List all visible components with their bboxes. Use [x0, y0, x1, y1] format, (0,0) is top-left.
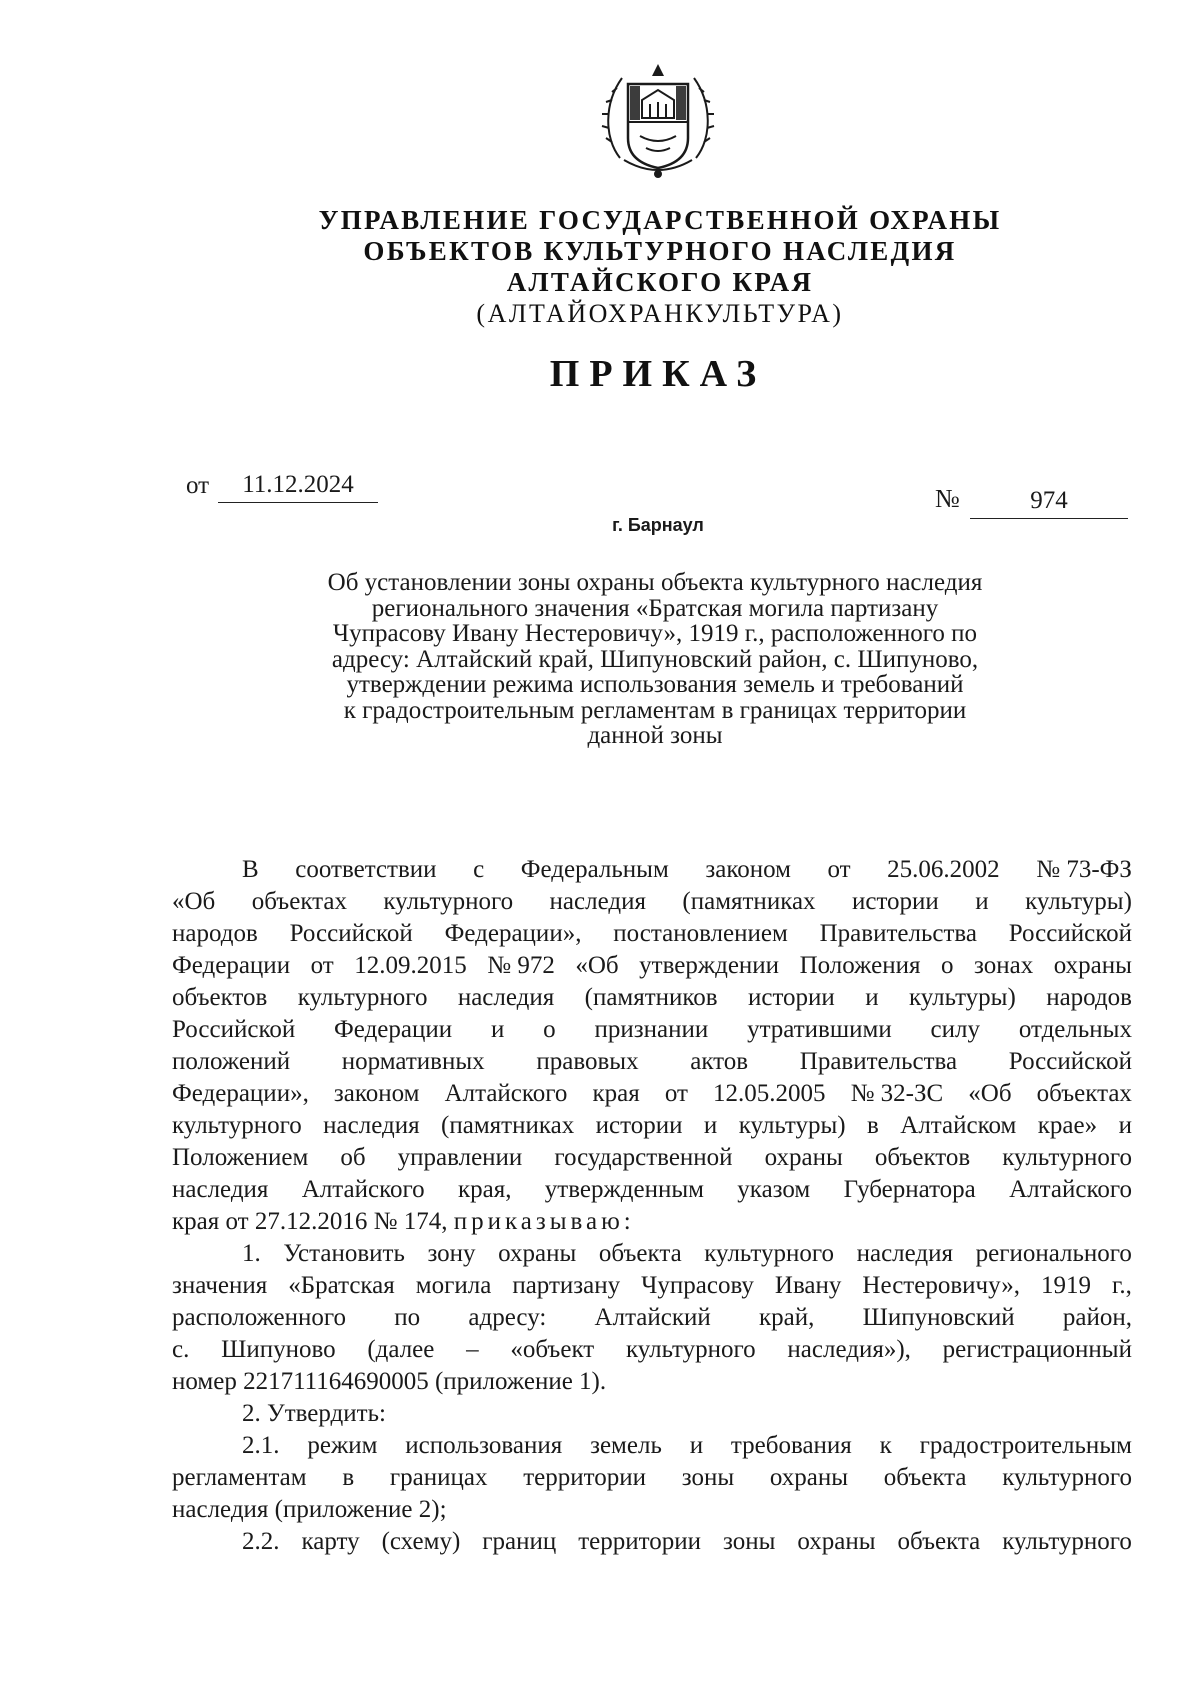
word: градостроительным: [919, 1432, 1132, 1459]
date-label: от: [186, 472, 210, 499]
word: края: [592, 1080, 640, 1107]
word: 12.09.2015: [354, 952, 467, 979]
word: могила: [415, 1272, 492, 1299]
word: утвержденным: [544, 1176, 704, 1203]
word: Алтайского: [444, 1080, 568, 1107]
word: края,: [457, 1176, 512, 1203]
word: Федерации»,: [172, 1080, 309, 1107]
word: и: [865, 984, 879, 1011]
word: и: [703, 1112, 718, 1139]
order-date: 11.12.2024: [218, 468, 378, 503]
word: «Об: [172, 888, 216, 915]
word: Алтайском: [900, 1112, 1017, 1139]
text-line: [172, 1046, 1132, 1078]
word: с.: [172, 1336, 190, 1363]
word: Алтайский: [594, 1304, 711, 1331]
word: объекта: [897, 1528, 981, 1555]
word: Российской: [1008, 920, 1132, 947]
word: (памятников: [584, 984, 718, 1011]
word: наследия: [172, 1176, 269, 1203]
word: о: [940, 952, 954, 979]
word: объектах: [251, 888, 347, 915]
word: силу: [930, 1016, 980, 1043]
word: культурного: [1002, 1528, 1132, 1555]
preamble-paragraph: [172, 854, 1132, 1238]
title-line: Чупрасову Ивану Нестеровичу», 1919 г., расположенного по: [332, 620, 978, 647]
word: и: [1118, 1112, 1132, 1139]
word: г.,: [1111, 1272, 1132, 1299]
word: культурного: [1002, 1464, 1132, 1491]
title-line: данной зоны: [587, 722, 723, 749]
word: наследия: [457, 984, 555, 1011]
word: народов: [172, 920, 258, 947]
title-line: Об установлении зоны охраны объекта культурного наследия: [327, 569, 983, 596]
word: Шипуновский: [862, 1304, 1015, 1331]
text-line: [172, 1014, 1132, 1046]
word: культурного: [383, 888, 514, 915]
text-line: [172, 1110, 1132, 1142]
text-line: [172, 1238, 1132, 1270]
word: нормативных: [341, 1048, 485, 1075]
title-line: к градостроительным регламентам в границах территории: [343, 696, 967, 724]
word: культурного: [1002, 1144, 1132, 1171]
order-word: приказываю:: [453, 1208, 635, 1235]
word: земель: [590, 1432, 662, 1459]
word: 1.: [242, 1240, 261, 1267]
title-line: утверждении режима использования земель и требований: [346, 671, 964, 698]
text-line: наследия (приложение 2);: [172, 1496, 447, 1523]
word: охраны: [498, 1240, 577, 1267]
item-2-1: [172, 1430, 1132, 1526]
text-line: [172, 886, 1132, 918]
word: зонах: [973, 952, 1034, 979]
word: отдельных: [1018, 1016, 1132, 1043]
word: (памятниках: [682, 888, 816, 915]
order-body: [172, 854, 1132, 1558]
word: об: [340, 1144, 366, 1171]
item-2: 2. Утвердить:: [242, 1400, 386, 1427]
word: наследия: [323, 1112, 420, 1139]
word: 1919: [1040, 1272, 1091, 1299]
word: Федерации»,: [444, 920, 582, 947]
word: «Об: [968, 1080, 1012, 1107]
word: с: [473, 856, 485, 883]
word: государственной: [554, 1144, 733, 1171]
word: к: [879, 1432, 892, 1459]
word: границ: [482, 1528, 557, 1555]
word: по: [394, 1304, 421, 1331]
text-line: [172, 918, 1132, 950]
word: Правительства: [819, 920, 977, 947]
word: (далее: [367, 1336, 435, 1363]
word: регистрационный: [942, 1336, 1132, 1363]
item-1: [172, 1238, 1132, 1398]
word: Шипуново: [221, 1336, 336, 1363]
word: объектов: [172, 984, 268, 1011]
word: адресу:: [468, 1304, 547, 1331]
word: использования: [405, 1432, 563, 1459]
word: и: [490, 1016, 505, 1043]
org-abbreviation: (АЛТАЙОХРАНКУЛЬТУРА): [476, 299, 844, 328]
word: край,: [759, 1304, 815, 1331]
word: режим: [307, 1432, 378, 1459]
word: «Об: [575, 952, 619, 979]
word: законом: [705, 856, 791, 883]
word: Нестеровичу»,: [862, 1272, 1020, 1299]
word: 12.05.2005: [713, 1080, 826, 1107]
word: территории: [523, 1464, 646, 1491]
text-line: [172, 982, 1132, 1014]
word: культуры): [1025, 888, 1132, 915]
word: (памятниках: [441, 1112, 575, 1139]
text-line: [172, 854, 1132, 886]
word: Установить: [283, 1240, 405, 1267]
word: наследия»),: [787, 1336, 911, 1363]
word: В: [242, 856, 259, 883]
word: положений: [172, 1048, 291, 1075]
word: № 73-ФЗ: [1036, 856, 1132, 883]
word: культурного: [172, 1112, 302, 1139]
text-line: [172, 950, 1132, 982]
order-number: 974: [970, 484, 1128, 519]
word: истории: [747, 984, 835, 1011]
word: Алтайского: [1009, 1176, 1132, 1203]
word: культурного: [625, 1336, 756, 1363]
document-type: ПРИКАЗ: [549, 353, 767, 395]
word: утверждении: [639, 952, 780, 979]
word: Правительства: [799, 1048, 958, 1075]
word: народов: [1046, 984, 1132, 1011]
word: наследия: [549, 888, 646, 915]
word: объекта: [598, 1240, 682, 1267]
word: № 32-ЗС: [850, 1080, 944, 1107]
word: культуры): [738, 1112, 846, 1139]
title-line: адресу: Алтайский край, Шипуновский район, с. Шипуново,: [331, 645, 979, 673]
word: зоны: [722, 1528, 776, 1555]
word: регионального: [975, 1240, 1132, 1267]
word: от: [310, 952, 334, 979]
word: истории: [851, 888, 939, 915]
word: объектов: [874, 1144, 971, 1171]
word: карту: [301, 1528, 360, 1555]
word: 2.2.: [242, 1528, 280, 1555]
text-line: [172, 1206, 1132, 1238]
word: район,: [1062, 1304, 1132, 1331]
word: зону: [427, 1240, 476, 1267]
word: территории: [578, 1528, 701, 1555]
text-line: [172, 1142, 1132, 1174]
text-line: [172, 1526, 1132, 1558]
word: регламентам: [172, 1464, 307, 1491]
word: объектах: [1036, 1080, 1132, 1107]
word: правовых: [536, 1048, 639, 1075]
word: Ивану: [774, 1272, 842, 1299]
title-line: регионального значения «Братская могила партизану: [371, 594, 939, 622]
word: крае»: [1037, 1112, 1098, 1139]
text-line: [172, 1270, 1132, 1302]
word: в: [867, 1112, 879, 1139]
org-name-line-3: АЛТАЙСКОГО КРАЯ: [506, 267, 814, 297]
word: культуры): [908, 984, 1016, 1011]
word: культурного: [704, 1240, 834, 1267]
word: Федеральным: [520, 856, 669, 883]
text-line: [172, 1462, 1132, 1494]
word: Чупрасову: [641, 1272, 754, 1299]
text-line: [172, 1430, 1132, 1462]
word: Российской: [289, 920, 413, 947]
word: 2.1.: [242, 1432, 280, 1459]
org-name-line-2: ОБЪЕКТОВ КУЛЬТУРНОГО НАСЛЕДИЯ: [363, 236, 957, 266]
word: от: [827, 856, 851, 883]
word: Алтайского: [301, 1176, 425, 1203]
word: Федерации: [334, 1016, 453, 1043]
text-line: [172, 1334, 1132, 1366]
word: признании: [594, 1016, 709, 1043]
word: истории: [595, 1112, 683, 1139]
word: управлении: [397, 1144, 523, 1171]
word: значения: [172, 1272, 268, 1299]
word: «Братская: [288, 1272, 395, 1299]
number-label: №: [935, 484, 960, 513]
text-line: [172, 1078, 1132, 1110]
word: охраны: [797, 1528, 876, 1555]
word: утратившими: [747, 1016, 892, 1043]
word: соответствии: [295, 856, 437, 883]
word: от: [664, 1080, 688, 1107]
city: г. Барнаул: [612, 515, 704, 535]
word: № 972: [487, 952, 555, 979]
word: 25.06.2002: [887, 856, 1000, 883]
word: границах: [389, 1464, 488, 1491]
word: наследия: [856, 1240, 954, 1267]
text-line: [172, 1174, 1132, 1206]
organization-header: [300, 205, 1020, 329]
word: постановлением: [613, 920, 788, 947]
word: «объект: [510, 1336, 595, 1363]
word: –: [466, 1336, 479, 1363]
word: объекта: [883, 1464, 967, 1491]
word: охраны: [769, 1464, 849, 1491]
word: в: [342, 1464, 355, 1491]
word: Федерации: [172, 952, 291, 979]
word: Положением: [172, 1144, 309, 1171]
word: зоны: [681, 1464, 735, 1491]
word: о: [543, 1016, 556, 1043]
word: охраны: [764, 1144, 843, 1171]
word: актов: [690, 1048, 749, 1075]
preamble-last-line: края от 27.12.2016 № 174,: [172, 1208, 448, 1235]
word: партизану: [512, 1272, 621, 1299]
word: и: [975, 888, 989, 915]
word: охраны: [1053, 952, 1132, 979]
org-name-line-1: УПРАВЛЕНИЕ ГОСУДАРСТВЕННОЙ ОХРАНЫ: [318, 205, 1002, 235]
word: указом: [737, 1176, 811, 1203]
word: культурного: [297, 984, 428, 1011]
order-title: [250, 570, 1060, 749]
word: требования: [730, 1432, 852, 1459]
word: (схему): [381, 1528, 461, 1555]
text-line: номер 221711164690005 (приложение 1).: [172, 1368, 607, 1395]
text-line: [172, 1302, 1132, 1334]
word: законом: [333, 1080, 420, 1107]
word: и: [689, 1432, 704, 1459]
word: Положения: [799, 952, 921, 979]
item-2-2: [172, 1526, 1132, 1558]
word: Российской: [172, 1016, 296, 1043]
word: Губернатора: [843, 1176, 976, 1203]
word: расположенного: [172, 1304, 347, 1331]
word: Российской: [1008, 1048, 1132, 1075]
altai-krai-coat-of-arms-icon: [598, 58, 718, 192]
